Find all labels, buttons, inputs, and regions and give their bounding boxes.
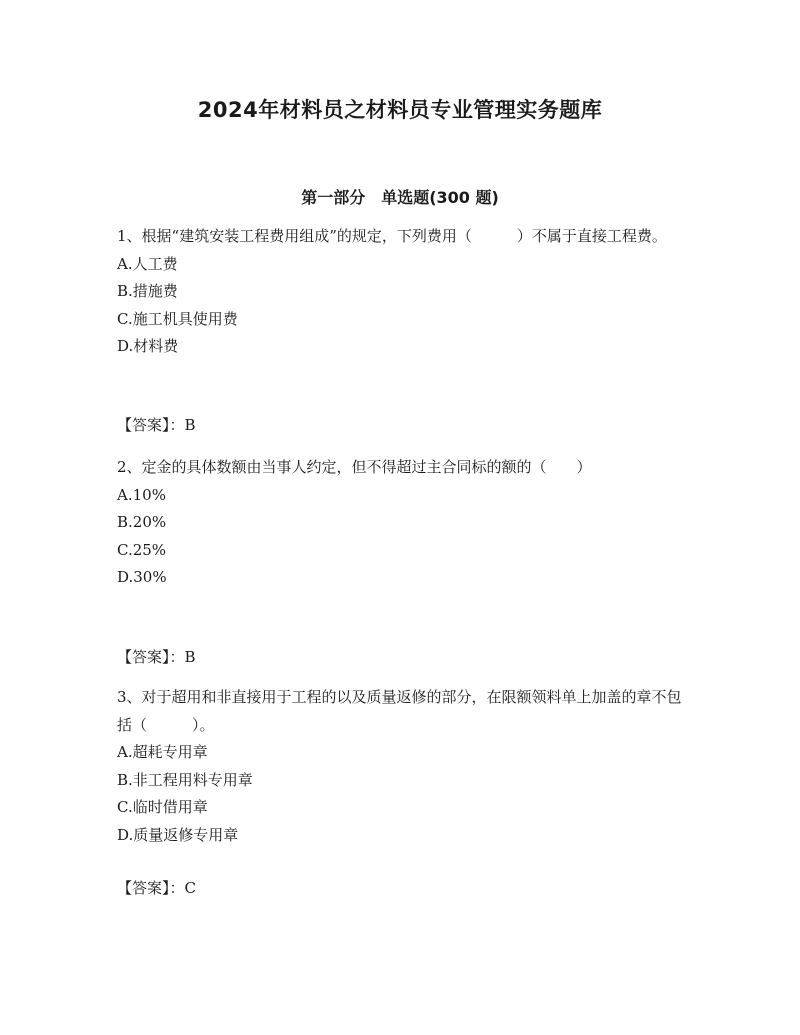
section-title: 第一部分 单选题(300 题): [301, 188, 499, 207]
question-stem: 3、对于超用和非直接用于工程的以及质量返修的部分，在限额领料单上加盖的章不包括（ ）。: [117, 688, 682, 734]
option-c: C.临时借用章: [117, 798, 208, 816]
option-a: A.人工费: [117, 254, 178, 273]
option-b: B.措施费: [117, 282, 178, 300]
question-stem: 2、定金的具体数额由当事人约定，但不得超过主合同标的额的（ ）: [117, 458, 592, 476]
answer-2: [117, 644, 687, 672]
answer-3: [117, 875, 687, 903]
option-a: A.超耗专用章: [117, 743, 208, 761]
option-b: B.非工程用料专用章: [117, 770, 253, 789]
answer-value: C: [184, 879, 196, 897]
answer-value: B: [184, 416, 196, 434]
answer-label: 【答案】：: [117, 879, 185, 897]
answer-value: B: [184, 648, 196, 666]
option-d: D.30%: [117, 568, 167, 586]
question-stem: 1、根据“建筑安装工程费用组成”的规定，下列费用（ ）不属于直接工程费。: [117, 227, 667, 245]
answer-label: 【答案】：: [117, 416, 185, 434]
document-title: 2024年材料员之材料员专业管理实务题库: [197, 98, 603, 122]
option-c: C.25%: [117, 540, 167, 559]
answer-1: [117, 412, 687, 440]
option-a: A.10%: [117, 485, 166, 504]
option-d: D.质量返修专用章: [117, 825, 239, 844]
question-1: [117, 223, 687, 361]
option-d: D.材料费: [117, 337, 179, 355]
question-2: [117, 454, 687, 592]
option-c: C.施工机具使用费: [117, 309, 238, 328]
answer-label: 【答案】：: [117, 648, 185, 666]
option-b: B.20%: [117, 513, 167, 531]
question-3: [117, 684, 687, 849]
